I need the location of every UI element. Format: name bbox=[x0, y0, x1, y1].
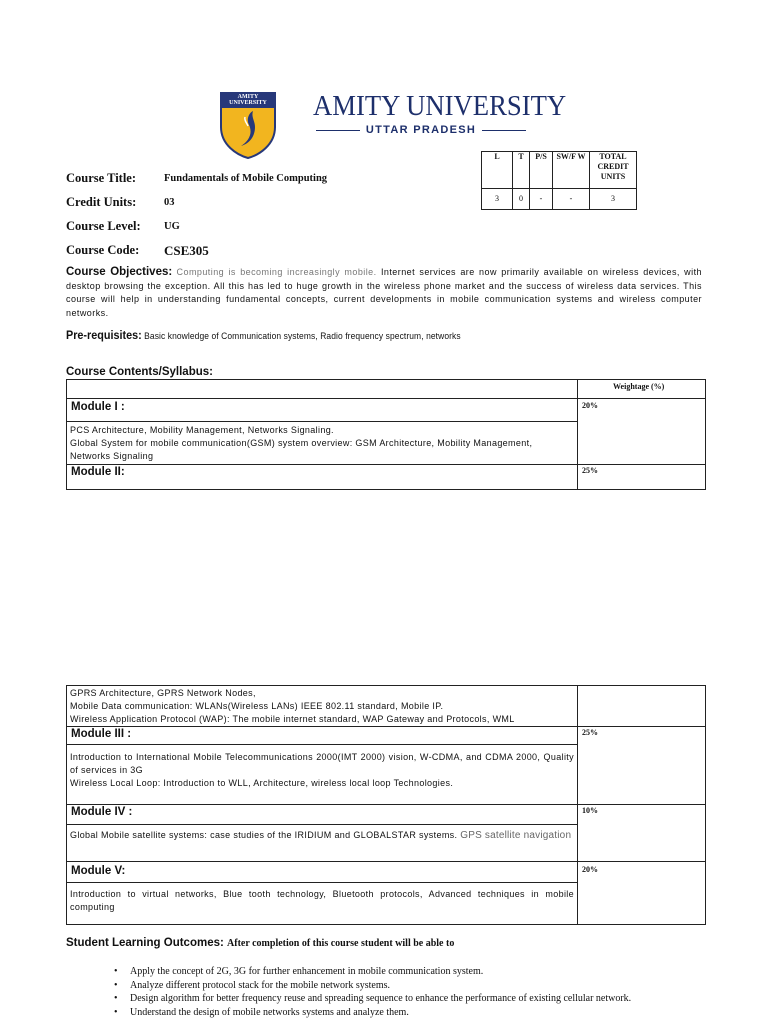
credit-value-ps: - bbox=[530, 189, 553, 210]
module-3-title: Module III : bbox=[71, 728, 132, 740]
credit-header-t: T bbox=[513, 152, 530, 189]
course-level-value: UG bbox=[164, 221, 180, 232]
credit-table bbox=[481, 151, 637, 210]
module-1-line-1: PCS Architecture, Mobility Management, Networks Signaling. bbox=[70, 425, 334, 435]
module-1-weight: 20% bbox=[582, 401, 598, 410]
module-2-line-2: Mobile Data communication: WLANs(Wireless LANs) IEEE 802.11 standard, Mobile IP. bbox=[70, 701, 444, 711]
objectives-heading: Course Objectives: bbox=[66, 266, 173, 278]
module-1-title: Module I : bbox=[71, 401, 125, 413]
list-item: • Understand the design of mobile networks systems and analyze them. bbox=[112, 1006, 631, 1020]
row-divider bbox=[67, 804, 705, 805]
outcomes-heading: Student Learning Outcomes: bbox=[66, 937, 224, 949]
column-divider bbox=[577, 686, 578, 924]
outcomes-subheading: After completion of this course student will be able to bbox=[227, 938, 455, 949]
prerequisites-text: Basic knowledge of Communication systems, Radio frequency spectrum, networks bbox=[144, 331, 461, 341]
weightage-header: Weightage (%) bbox=[613, 382, 665, 391]
outcomes-list bbox=[112, 965, 631, 1019]
prerequisites-heading: Pre-requisites: bbox=[66, 330, 142, 342]
row-divider bbox=[67, 464, 705, 465]
module-4-text-gray: GPS satellite navigation bbox=[460, 830, 572, 841]
learning-outcomes-heading bbox=[66, 937, 454, 949]
row-divider bbox=[67, 398, 705, 399]
credit-units-value: 03 bbox=[164, 197, 175, 208]
module-4-text: Global Mobile satellite systems: case studies of the IRIDIUM and GLOBALSTAR systems. bbox=[70, 830, 458, 840]
credit-value-total: 3 bbox=[590, 189, 637, 210]
credit-header-swfw: SW/F W bbox=[553, 152, 590, 189]
row-divider bbox=[67, 882, 577, 883]
module-5-weight: 20% bbox=[582, 865, 598, 874]
campus-name: UTTAR PRADESH bbox=[365, 124, 477, 136]
column-divider bbox=[577, 380, 578, 489]
credit-table-value-row bbox=[482, 189, 637, 210]
university-name: AMITY UNIVERSITY bbox=[313, 90, 567, 122]
module-2-content bbox=[70, 687, 574, 726]
credit-value-l: 3 bbox=[482, 189, 513, 210]
row-divider bbox=[67, 421, 577, 422]
module-2-line-1: GPRS Architecture, GPRS Network Nodes, bbox=[70, 688, 256, 698]
credit-value-swfw: - bbox=[553, 189, 590, 210]
module-2-line-3: Wireless Application Protocol (WAP): The mobile internet standard, WAP Gateway and Protocols, WML bbox=[70, 714, 515, 724]
module-1-content bbox=[70, 424, 574, 463]
divider bbox=[316, 130, 360, 131]
module-4-content bbox=[70, 829, 574, 842]
module-3-line-1: Introduction to International Mobile Telecommunications 2000(IMT 2000) vision, W-CDMA, and CDMA 2000, Quality of services in 3G bbox=[70, 752, 574, 775]
university-crest-logo bbox=[219, 91, 277, 159]
list-item: • Apply the concept of 2G, 3G for further enhancement in mobile communication system. bbox=[112, 965, 631, 979]
credit-header-total: TOTAL CREDIT UNITS bbox=[590, 152, 637, 189]
row-divider bbox=[67, 744, 577, 745]
module-2-weight: 25% bbox=[582, 466, 598, 475]
module-3-weight: 25% bbox=[582, 728, 598, 737]
module-4-title: Module IV : bbox=[71, 806, 133, 818]
course-level-label: Course Level: bbox=[66, 219, 141, 233]
course-title-label: Course Title: bbox=[66, 171, 137, 185]
module-3-line-2: Wireless Local Loop: Introduction to WLL, Architecture, wireless local loop Technologies. bbox=[70, 778, 454, 788]
module-5-content: Introduction to virtual networks, Blue tooth technology, Bluetooth protocols, Advanced techniques in mobile computing bbox=[70, 889, 574, 912]
syllabus-table-part-1 bbox=[66, 379, 706, 490]
module-2-title: Module II: bbox=[71, 466, 125, 478]
credit-value-t: 0 bbox=[513, 189, 530, 210]
objectives-text: Internet services are now primarily available on wireless devices, with desktop browsing the exception. All this has led to huge growth in the wireless phone market and the success of wireless data services. This course will help in understanding fundamental concepts, current developments in mobile communication systems and wireless computer networks. bbox=[66, 267, 702, 318]
list-item: • Design algorithm for better frequency reuse and spreading sequence to enhance the performance of existing cellular network. bbox=[112, 992, 631, 1006]
course-objectives bbox=[66, 266, 702, 320]
crest-text: AMITY UNIVERSITY bbox=[229, 94, 267, 106]
campus-banner bbox=[316, 122, 526, 138]
prerequisites bbox=[66, 330, 668, 342]
module-3-content bbox=[70, 751, 574, 790]
syllabus-table-part-2 bbox=[66, 685, 706, 925]
objectives-lead: Computing is becoming increasingly mobile. bbox=[176, 267, 377, 277]
course-code-value: CSE305 bbox=[164, 243, 209, 258]
module-4-weight: 10% bbox=[582, 806, 598, 815]
syllabus-heading: Course Contents/Syllabus: bbox=[66, 366, 213, 378]
module-1-line-2: Global System for mobile communication(GSM) system overview: GSM Architecture, Mobility Management, Networks Signaling bbox=[70, 438, 533, 461]
module-5-title: Module V: bbox=[71, 865, 126, 877]
course-code-label: Course Code: bbox=[66, 243, 140, 257]
credit-units-label: Credit Units: bbox=[66, 195, 137, 209]
credit-table-header-row bbox=[482, 152, 637, 189]
course-title-value: Fundamentals of Mobile Computing bbox=[164, 173, 328, 184]
credit-header-l: L bbox=[482, 152, 513, 189]
row-divider bbox=[67, 824, 577, 825]
credit-header-ps: P/S bbox=[530, 152, 553, 189]
row-divider bbox=[67, 861, 705, 862]
divider bbox=[482, 130, 526, 131]
list-item: • Analyze different protocol stack for the mobile network systems. bbox=[112, 979, 631, 993]
row-divider bbox=[67, 726, 705, 727]
